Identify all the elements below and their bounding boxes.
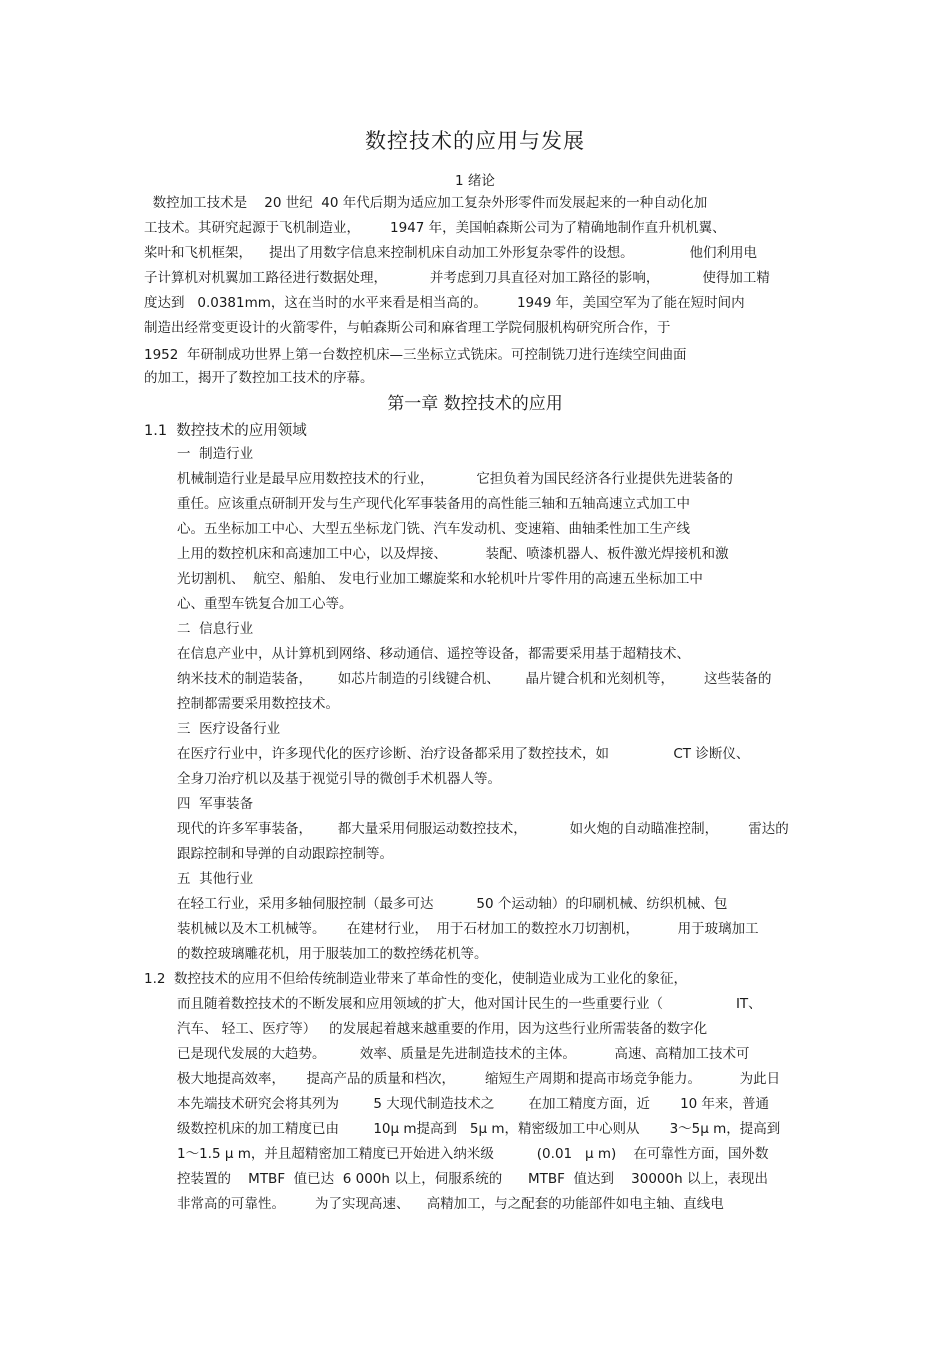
intro-line: 制造出经常变更设计的火箭零件，与帕森斯公司和麻省理工学院伺服机构研究所合作，于 (144, 320, 671, 336)
body-line: 全身刀治疗机以及基于视觉引导的微创手术机器人等。 (177, 771, 501, 787)
body-line: 已是现代发展的大趋势。 效率、质量是先进制造技术的主体。 高速、高精加工技术可 (177, 1046, 750, 1062)
body-line: 级数控机床的加工精度已由 10μ m提高到 5μ m，精密级加工中心则从 3～5μ m，提高到 (177, 1121, 781, 1137)
body-line: 非常高的可靠性。 为了实现高速、 高精加工，与之配套的功能部件如电主轴、直线电 (177, 1196, 724, 1212)
body-line: 控装置的 MTBF 值已达 6 000h 以上，伺服系统的 MTBF 值达到 30000h 以上，表现出 (177, 1171, 768, 1187)
body-line: 在轻工行业，采用多轴伺服控制（最多可达 50 个运动轴）的印刷机械、纺织机械、包 (177, 896, 728, 912)
body-line: 心、重型车铣复合加工心等。 (177, 596, 353, 612)
body-line: 光切割机、 航空、船舶、 发电行业加工螺旋桨和水轮机叶片零件用的高速五坐标加工中 (177, 571, 703, 587)
intro-line: 数控加工技术是 20 世纪 40 年代后期为适应加工复杂外形零件而发展起来的一种自动化加 (144, 195, 708, 211)
body-line: 1～1.5 μ m，并且超精密加工精度已开始进入纳米级 (0.01 μ m) 在可靠性方面，国外数 (177, 1146, 769, 1162)
body-line: 在信息产业中，从计算机到网络、移动通信、遥控等设备，都需要采用基于超精技术、 (177, 646, 690, 662)
body-line: 机械制造行业是最早应用数控技术的行业， 它担负着为国民经济各行业提供先进装备的 (177, 471, 733, 487)
body-line: 心。五坐标加工中心、大型五坐标龙门铣、汽车发动机、变速箱、曲轴柔性加工生产线 (177, 521, 690, 537)
body-line: 跟踪控制和导弹的自动跟踪控制等。 (177, 846, 393, 862)
intro-heading: 1 绪论 (455, 173, 495, 189)
body-line: 控制都需要采用数控技术。 (177, 696, 339, 712)
intro-line: 工技术。其研究起源于飞机制造业， 1947 年，美国帕森斯公司为了精确地制作直升机机翼、 (144, 220, 726, 236)
intro-line: 的加工，揭开了数控加工技术的序幕。 (144, 370, 374, 386)
subsection-heading: 五 其他行业 (177, 871, 254, 887)
body-line: 在医疗行业中，许多现代化的医疗诊断、治疗设备都采用了数控技术，如 CT 诊断仪、 (177, 746, 750, 762)
body-line: 而且随着数控技术的不断发展和应用领域的扩大，他对国计民生的一些重要行业（ IT、 (177, 996, 762, 1012)
subsection-heading: 二 信息行业 (177, 621, 254, 637)
section-heading: 1.1 数控技术的应用领域 (144, 423, 307, 439)
document-title: 数控技术的应用与发展 (365, 129, 585, 153)
section-heading: 1.2 数控技术的应用不但给传统制造业带来了革命性的变化，使制造业成为工业化的象征， (144, 971, 688, 987)
body-line: 上用的数控机床和高速加工中心，以及焊接、 装配、喷漆机器人、板件激光焊接机和激 (177, 546, 729, 562)
intro-line: 度达到 0.0381mm，这在当时的水平来看是相当高的。 1949 年，美国空军为了能在短时间内 (144, 295, 745, 311)
chapter-title: 第一章 数控技术的应用 (387, 394, 563, 414)
subsection-heading: 一 制造行业 (177, 446, 254, 462)
body-line: 极大地提高效率， 提高产品的质量和档次， 缩短生产周期和提高市场竞争能力。 为此日 (177, 1071, 781, 1087)
intro-line: 桨叶和飞机框架， 提出了用数字信息来控制机床自动加工外形复杂零件的设想。 他们利用电 (144, 245, 757, 261)
intro-line: 子计算机对机翼加工路径进行数据处理， 并考虑到刀具直径对加工路径的影响， 使得加工精 (144, 270, 770, 286)
intro-line: 1952 年研制成功世界上第一台数控机床—三坐标立式铣床。可控制铣刀进行连续空间曲面 (144, 347, 687, 363)
body-line: 本先端技术研究会将其列为 5 大现代制造技术之 在加工精度方面，近 10 年来，普通 (177, 1096, 770, 1112)
body-line: 纳米技术的制造装备， 如芯片制造的引线键合机、 晶片键合机和光刻机等， 这些装备的 (177, 671, 772, 687)
body-line: 汽车、 轻工、医疗等） 的发展起着越来越重要的作用，因为这些行业所需装备的数字化 (177, 1021, 708, 1037)
subsection-heading: 三 医疗设备行业 (177, 721, 281, 737)
body-line: 的数控玻璃雕花机，用于服装加工的数控绣花机等。 (177, 946, 488, 962)
body-line: 重任。应该重点研制开发与生产现代化军事装备用的高性能三轴和五轴高速立式加工中 (177, 496, 690, 512)
body-line: 装机械以及木工机械等。 在建材行业， 用于石材加工的数控水刀切割机， 用于玻璃加工 (177, 921, 759, 937)
body-line: 现代的许多军事装备， 都大量采用伺服运动数控技术， 如火炮的自动瞄准控制， 雷达的 (177, 821, 789, 837)
subsection-heading: 四 军事装备 (177, 796, 254, 812)
